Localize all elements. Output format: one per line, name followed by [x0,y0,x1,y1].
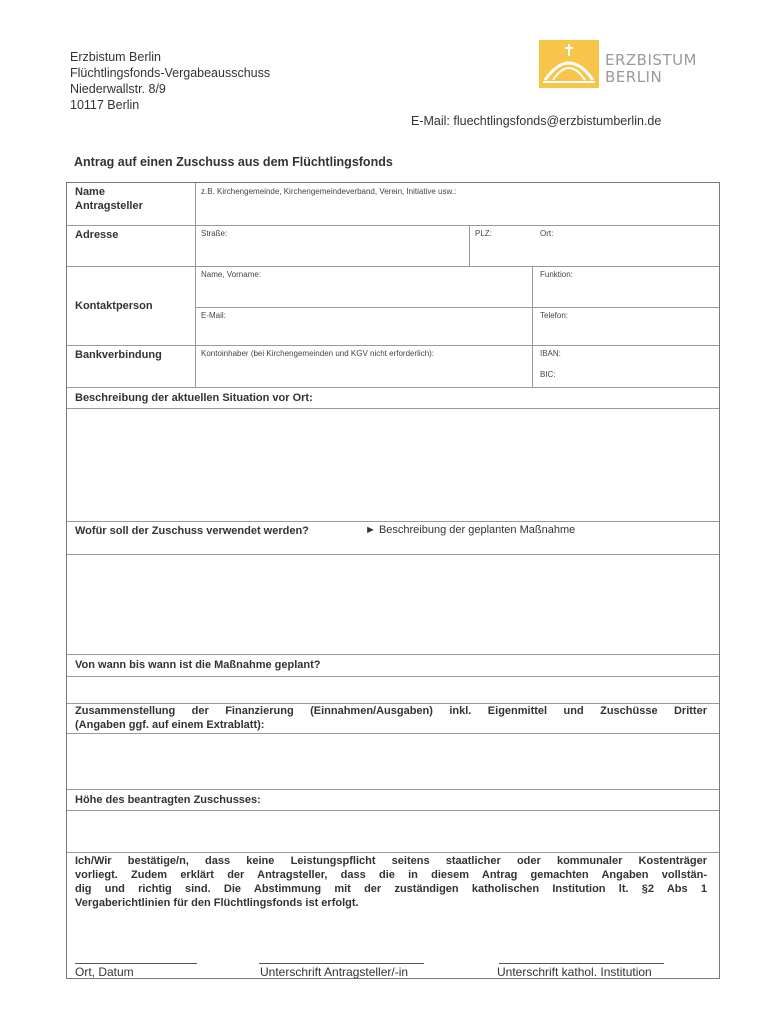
logo-wordmark: ERZBISTUM BERLIN [605,51,697,86]
contact-label: Kontaktperson [75,300,153,312]
address-line: 10117 Berlin [70,98,140,112]
applicant-hint: z.B. Kirchengemeinde, Kirchengemeindeverband, Verein, Initiative usw.: [201,187,457,196]
bank-label: Bankverbindung [75,349,162,361]
iban-label: IBAN: [540,349,561,358]
situation-field[interactable] [67,409,719,521]
applicant-signature-label: Unterschrift Antragsteller/-in [260,965,409,979]
situation-heading: Beschreibung der aktuellen Situation vor Ort: [75,392,313,404]
applicant-signature-line[interactable] [259,963,424,964]
address-line: Flüchtlingsfonds-Vergabeausschuss [70,66,271,80]
bic-field[interactable] [567,368,719,386]
declaration-text: Ich/Wir bestätige/n, dass keine Leistungspflicht seitens staatlicher oder kommunaler Kostenträger vorliegt. Zudem erklärt der Antragsteller, dass die in diesem Antrag gemachten Angaben vollstän- dig und richtig sind. Die Abstimmung mit der zuständigen katholischen Institution lt. §2 Abs 1 Vergaberichtlinien für den Flüchtlingsfonds ist erfolgt. [75,855,707,909]
application-form [66,182,720,979]
purpose-hint: ► Beschreibung der geplanten Maßnahme [365,524,576,536]
iban-field[interactable] [567,347,719,365]
contact-email-label: E-Mail: [201,311,226,320]
purpose-field[interactable] [67,555,719,654]
cathedral-dome-icon [539,40,599,88]
address-line: Niederwallstr. 8/9 [70,82,166,96]
zip-field[interactable] [470,239,531,266]
contact-email: E-Mail: fluechtlingsfonds@erzbistumberlin.de [411,114,662,128]
place-date-label: Ort, Datum [75,965,134,979]
institution-signature-label: Unterschrift kathol. Institution [497,965,652,979]
street-label: Straße: [201,229,228,238]
city-field[interactable] [533,239,719,266]
purpose-heading: Wofür soll der Zuschuss verwendet werden? [75,525,309,537]
address-label: Adresse [75,229,119,241]
form-title: Antrag auf einen Zuschuss aus dem Flüchtlingsfonds [74,155,393,169]
street-field[interactable] [196,239,468,266]
sender-address [70,49,270,113]
period-field[interactable] [67,677,719,703]
applicant-field[interactable] [196,197,719,225]
contact-name-label: Name, Vorname: [201,270,262,279]
account-holder-field[interactable] [196,359,531,387]
amount-field[interactable] [67,811,719,852]
city-label: Ort: [540,229,554,238]
zip-label: PLZ: [475,229,492,238]
place-date-line[interactable] [75,963,197,964]
financing-field[interactable] [67,734,719,789]
contact-name-field[interactable] [196,280,531,307]
contact-phone-field[interactable] [533,321,719,345]
contact-function-field[interactable] [533,280,719,307]
applicant-label: Name Antragsteller [75,186,143,212]
account-holder-label: Kontoinhaber (bei Kirchengemeinden und KGV nicht erforderlich): [201,349,435,358]
amount-heading: Höhe des beantragten Zuschusses: [75,794,261,806]
period-heading: Von wann bis wann ist die Maßnahme geplant? [75,659,321,671]
financing-heading: Zusammenstellung der Finanzierung (Einnahmen/Ausgaben) inkl. Eigenmittel und Zuschüsse Dritter (Angaben ggf. auf einem Extrablatt): [75,705,707,731]
contact-function-label: Funktion: [540,270,573,279]
institution-signature-line[interactable] [499,963,664,964]
erzbistum-logo [539,40,719,88]
address-line: Erzbistum Berlin [70,50,161,64]
contact-phone-label: Telefon: [540,311,569,320]
contact-email-field[interactable] [196,321,531,345]
bic-label: BIC: [540,370,556,379]
